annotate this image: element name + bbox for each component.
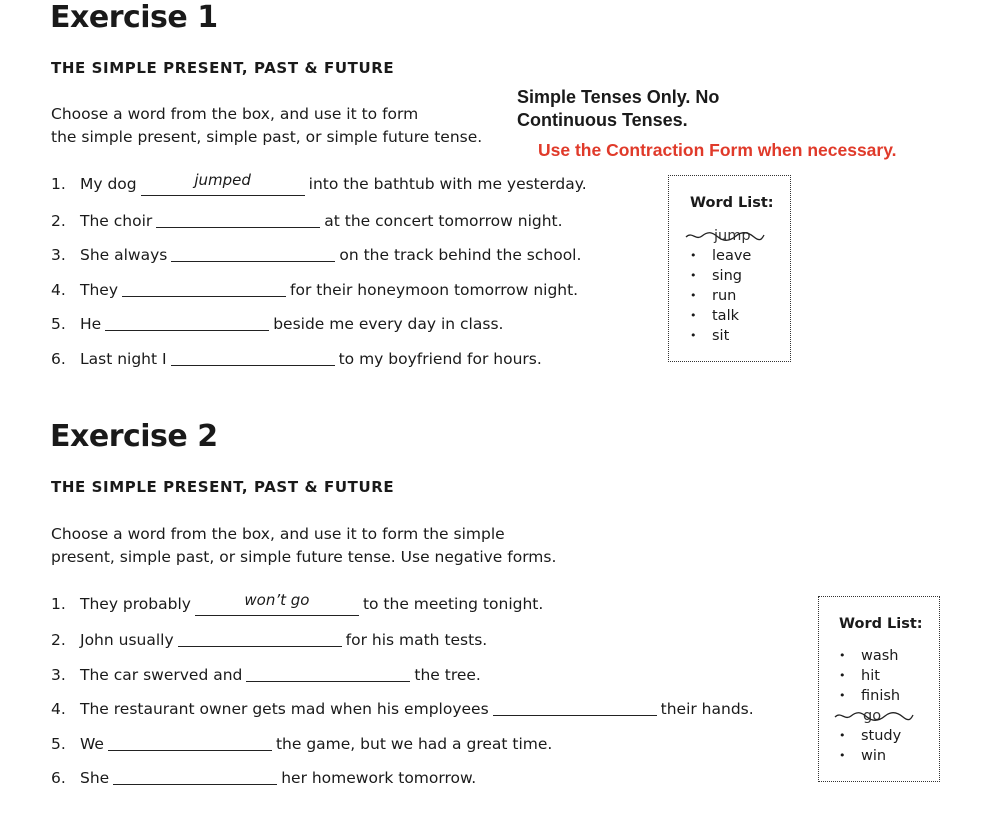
question-number: 5. bbox=[51, 735, 66, 753]
exercise2-instructions: Choose a word from the box, and use it to form the simple present, simple past, or simple future tense. Use negative forms. bbox=[51, 525, 557, 566]
question-text-before: They bbox=[80, 281, 119, 299]
word-list-word: study bbox=[861, 728, 902, 744]
word-list-item bbox=[690, 286, 751, 306]
exercise2-question bbox=[51, 764, 476, 788]
question-text-after: into the bathtub with me yesterday. bbox=[308, 175, 587, 193]
bullet-icon: • bbox=[839, 669, 846, 682]
exercise2-word-list-box bbox=[818, 596, 940, 782]
question-text-after: at the concert tomorrow night. bbox=[324, 212, 563, 230]
question-text-after: her homework tomorrow. bbox=[281, 769, 477, 787]
question-text-after: for their honeymoon tomorrow night. bbox=[290, 281, 579, 299]
word-list-used-word: jump bbox=[714, 228, 751, 244]
word-list-title: Word List: bbox=[839, 616, 923, 632]
question-text-after: on the track behind the school. bbox=[339, 246, 582, 264]
word-list-title: Word List: bbox=[690, 195, 774, 211]
bullet-icon: • bbox=[839, 689, 846, 702]
strikethrough-scribble-icon bbox=[833, 709, 915, 723]
exercise2-question bbox=[51, 592, 543, 616]
word-list-item bbox=[690, 266, 751, 286]
exercise2-question bbox=[51, 695, 754, 719]
question-text-before: He bbox=[80, 315, 102, 333]
word-list-word: sing bbox=[712, 268, 742, 284]
question-text-before: We bbox=[80, 735, 104, 753]
exercise2-subtitle: THE SIMPLE PRESENT, PAST & FUTURE bbox=[51, 478, 395, 496]
answer-blank[interactable] bbox=[105, 312, 269, 331]
question-text-before: The choir bbox=[80, 212, 153, 230]
exercise1-question bbox=[51, 241, 581, 265]
question-text-before: They probably bbox=[80, 595, 191, 613]
word-list bbox=[690, 226, 751, 346]
word-list-item bbox=[839, 726, 901, 746]
answer-blank[interactable] bbox=[493, 697, 657, 716]
question-number: 2. bbox=[51, 631, 66, 649]
question-number: 6. bbox=[51, 769, 66, 787]
word-list-word: sit bbox=[712, 328, 730, 344]
question-number: 1. bbox=[51, 175, 66, 193]
exercise1-subtitle: THE SIMPLE PRESENT, PAST & FUTURE bbox=[51, 59, 395, 77]
word-list-item bbox=[690, 246, 751, 266]
word-list-item-used bbox=[839, 706, 901, 726]
word-list-word: run bbox=[712, 288, 737, 304]
exercise2-question bbox=[51, 730, 552, 754]
answer-blank[interactable] bbox=[195, 591, 359, 616]
answer-blank[interactable] bbox=[141, 171, 305, 196]
exercise2-question bbox=[51, 626, 487, 650]
exercise2-question bbox=[51, 661, 481, 685]
question-number: 4. bbox=[51, 281, 66, 299]
word-list-item bbox=[839, 746, 901, 766]
note-simple-tenses-only: Simple Tenses Only. No Continuous Tenses. bbox=[517, 87, 720, 130]
exercise1-question bbox=[51, 345, 542, 369]
question-number: 3. bbox=[51, 246, 66, 264]
bullet-icon: • bbox=[839, 649, 846, 662]
answer-text: jumped bbox=[194, 171, 251, 189]
bullet-icon: • bbox=[690, 249, 697, 262]
word-list-word: talk bbox=[712, 308, 739, 324]
answer-blank[interactable] bbox=[113, 766, 277, 785]
question-text-after: their hands. bbox=[660, 700, 754, 718]
word-list-word: leave bbox=[712, 248, 752, 264]
question-text-before: John usually bbox=[80, 631, 174, 649]
answer-blank[interactable] bbox=[171, 243, 335, 262]
word-list-word: hit bbox=[861, 668, 880, 684]
question-number: 6. bbox=[51, 350, 66, 368]
exercise1-question bbox=[51, 207, 563, 231]
exercise2-title: Exercise 2 bbox=[50, 419, 218, 454]
bullet-icon: • bbox=[839, 749, 846, 762]
question-text-before: The restaurant owner gets mad when his employees bbox=[80, 700, 489, 718]
exercise1-instructions: Choose a word from the box, and use it to form the simple present, simple past, or simple future tense. bbox=[51, 105, 483, 146]
answer-blank[interactable] bbox=[108, 732, 272, 751]
bullet-icon: • bbox=[690, 269, 697, 282]
exercise1-question bbox=[51, 172, 587, 196]
answer-blank[interactable] bbox=[156, 209, 320, 228]
question-number: 2. bbox=[51, 212, 66, 230]
question-text-after: for his math tests. bbox=[345, 631, 488, 649]
question-text-after: the game, but we had a great time. bbox=[275, 735, 553, 753]
answer-blank[interactable] bbox=[171, 347, 335, 366]
word-list-item bbox=[839, 686, 901, 706]
word-list-item bbox=[839, 666, 901, 686]
question-text-before: The car swerved and bbox=[80, 666, 243, 684]
question-text-before: My dog bbox=[80, 175, 137, 193]
question-number: 4. bbox=[51, 700, 66, 718]
question-text-after: to the meeting tonight. bbox=[362, 595, 544, 613]
question-text-before: Last night I bbox=[80, 350, 167, 368]
answer-blank[interactable] bbox=[178, 628, 342, 647]
word-list-item-used bbox=[690, 226, 751, 246]
word-list-item bbox=[839, 646, 901, 666]
note-contraction-form: Use the Contraction Form when necessary. bbox=[538, 140, 897, 160]
question-number: 1. bbox=[51, 595, 66, 613]
bullet-icon: • bbox=[690, 289, 697, 302]
strikethrough-scribble-icon bbox=[684, 229, 766, 243]
word-list-word: finish bbox=[861, 688, 901, 704]
word-list-word: win bbox=[861, 748, 887, 764]
word-list-item bbox=[690, 326, 751, 346]
word-list-item bbox=[690, 306, 751, 326]
word-list-used-word: go bbox=[863, 708, 882, 724]
question-text-before: She always bbox=[80, 246, 168, 264]
bullet-icon: • bbox=[690, 309, 697, 322]
question-text-after: to my boyfriend for hours. bbox=[338, 350, 542, 368]
bullet-icon: • bbox=[839, 729, 846, 742]
exercise1-title: Exercise 1 bbox=[50, 0, 218, 35]
question-text-after: beside me every day in class. bbox=[273, 315, 504, 333]
answer-blank[interactable] bbox=[246, 663, 410, 682]
answer-text: won’t go bbox=[244, 591, 310, 609]
exercise1-question bbox=[51, 310, 503, 334]
question-text-before: She bbox=[80, 769, 110, 787]
exercise1-question bbox=[51, 276, 578, 300]
bullet-icon: • bbox=[690, 329, 697, 342]
question-number: 3. bbox=[51, 666, 66, 684]
question-number: 5. bbox=[51, 315, 66, 333]
exercise1-word-list-box bbox=[668, 175, 791, 362]
word-list-word: wash bbox=[861, 648, 899, 664]
answer-blank[interactable] bbox=[122, 278, 286, 297]
question-text-after: the tree. bbox=[414, 666, 481, 684]
word-list bbox=[839, 646, 901, 766]
